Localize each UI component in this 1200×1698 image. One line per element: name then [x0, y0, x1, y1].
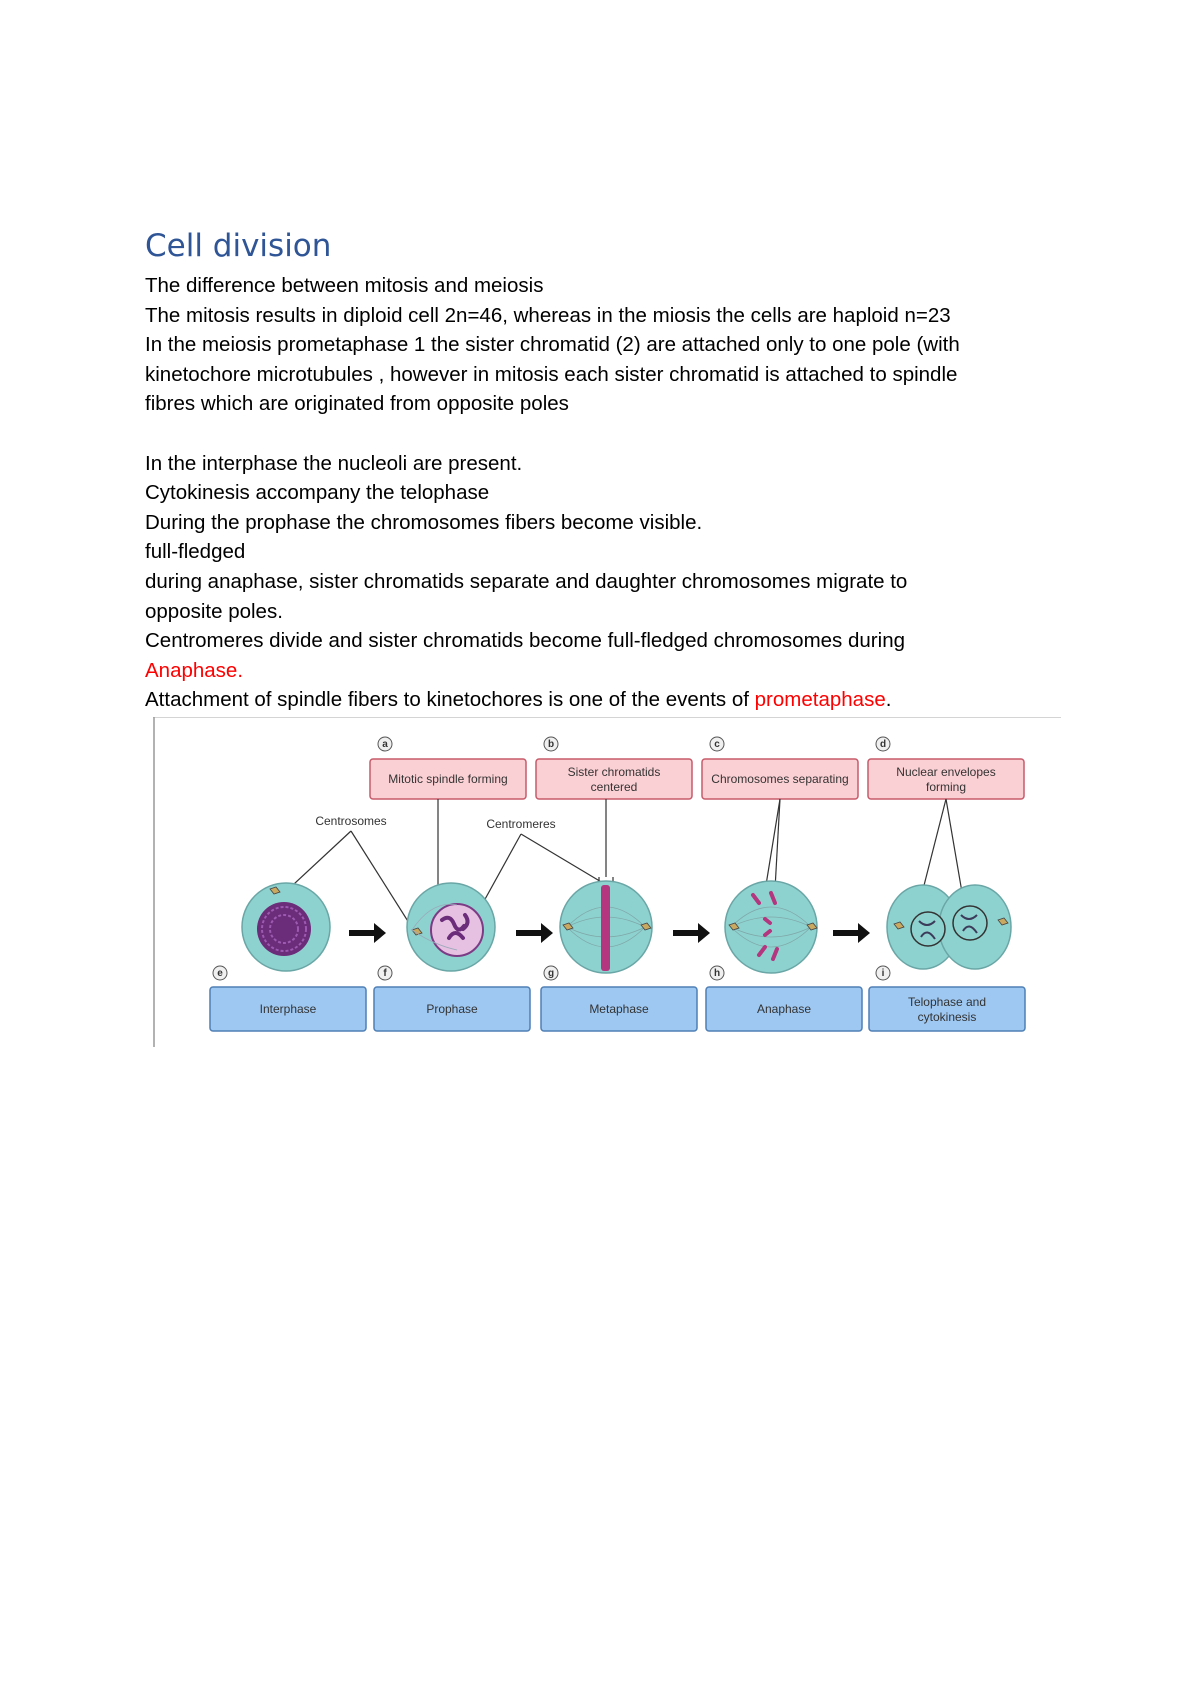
letter-g: g [547, 968, 555, 979]
top-box-d [868, 737, 1024, 799]
phase-label: Metaphase [589, 1002, 649, 1016]
cell-telophase [887, 885, 1011, 969]
top-box-b [536, 737, 692, 799]
text-line: During the prophase the chromosomes fibers become visible. [145, 510, 703, 534]
metaphase-plate-chromosomes [601, 885, 610, 971]
letter-d: d [879, 739, 887, 750]
text-line: fibres which are originated from opposite poles [145, 392, 569, 416]
nuclear-envelope [953, 906, 987, 940]
mitosis-figure [153, 717, 1061, 1047]
letter-b: b [547, 739, 555, 750]
attachment-prefix: Attachment of spindle fibers to kinetochores is one of the events of [145, 688, 755, 712]
leader-line [351, 831, 416, 934]
attachment-suffix: . [885, 688, 892, 712]
phase-box-h [706, 966, 862, 1031]
text-line: The mitosis results in diploid cell 2n=46, whereas in the miosis the cells are haploid n=23 [145, 303, 951, 327]
centromeres-label: Centromeres [486, 817, 556, 831]
letter-c: c [714, 739, 720, 750]
leader-line [521, 834, 603, 883]
nucleus [257, 902, 311, 956]
letter-e: e [217, 968, 223, 979]
phase-label: Anaphase [756, 1002, 812, 1016]
top-box-label-2: forming [925, 780, 967, 794]
top-box-c [702, 737, 858, 799]
top-box-label: Sister chromatids [567, 765, 661, 779]
phase-box-frame [869, 987, 1025, 1031]
phase-box-g [541, 966, 697, 1031]
arrow-right-icon [349, 923, 386, 943]
nuclear-envelope [911, 912, 945, 946]
blank-line [145, 419, 1065, 449]
top-box-label: Chromosomes separating [711, 772, 849, 786]
top-box-a [370, 737, 526, 799]
text-line: The difference between mitosis and meiosis [145, 274, 544, 297]
phase-label: Interphase [259, 1002, 317, 1016]
letter-f: f [383, 968, 387, 979]
document-body [145, 271, 1065, 715]
arrow-right-icon [516, 923, 553, 943]
text-line: Centromeres divide and sister chromatids become full-fledged chromosomes during [145, 629, 905, 653]
text-line: during anaphase, sister chromatids separate and daughter chromosomes migrate to [145, 569, 908, 593]
phase-label-2: cytokinesis [917, 1010, 977, 1024]
phase-label: Prophase [426, 1002, 478, 1016]
text-line: full-fledged [145, 540, 246, 564]
text-line: In the meiosis prometaphase 1 the sister chromatid (2) are attached only to one pole (with [145, 333, 960, 357]
arrow-right-icon [833, 923, 870, 943]
cell-metaphase [560, 881, 652, 973]
top-box-label: Nuclear envelopes [896, 765, 996, 779]
letter-a: a [382, 739, 388, 750]
top-box-label: Mitotic spindle forming [388, 772, 508, 786]
centrosomes-label: Centrosomes [315, 814, 387, 828]
cell-interphase [242, 883, 330, 971]
anaphase-answer: Anaphase. [145, 658, 244, 682]
text-line: In the interphase the nucleoli are present. [145, 451, 523, 475]
text-line: kinetochore microtubules , however in mitosis each sister chromatid is attached to spindle [145, 362, 958, 386]
phase-box-f [374, 966, 530, 1031]
anaphase-answer-line [145, 656, 1065, 686]
phase-label: Telophase and [907, 995, 987, 1009]
top-box-label-2: centered [590, 780, 638, 794]
phase-box-i [869, 966, 1025, 1031]
prometaphase-answer: prometaphase [754, 688, 886, 712]
arrow-right-icon [673, 923, 710, 943]
letter-h: h [713, 968, 721, 979]
attachment-line [145, 685, 1065, 715]
letter-i: i [881, 968, 885, 979]
text-line: opposite poles. [145, 599, 283, 623]
cell-prophase [407, 883, 495, 971]
mitosis-diagram [153, 717, 1061, 1047]
text-line: Cytokinesis accompany the telophase [145, 481, 490, 505]
phase-box-e [210, 966, 366, 1031]
cell-anaphase [725, 881, 817, 973]
page-title: Cell division [145, 228, 332, 264]
